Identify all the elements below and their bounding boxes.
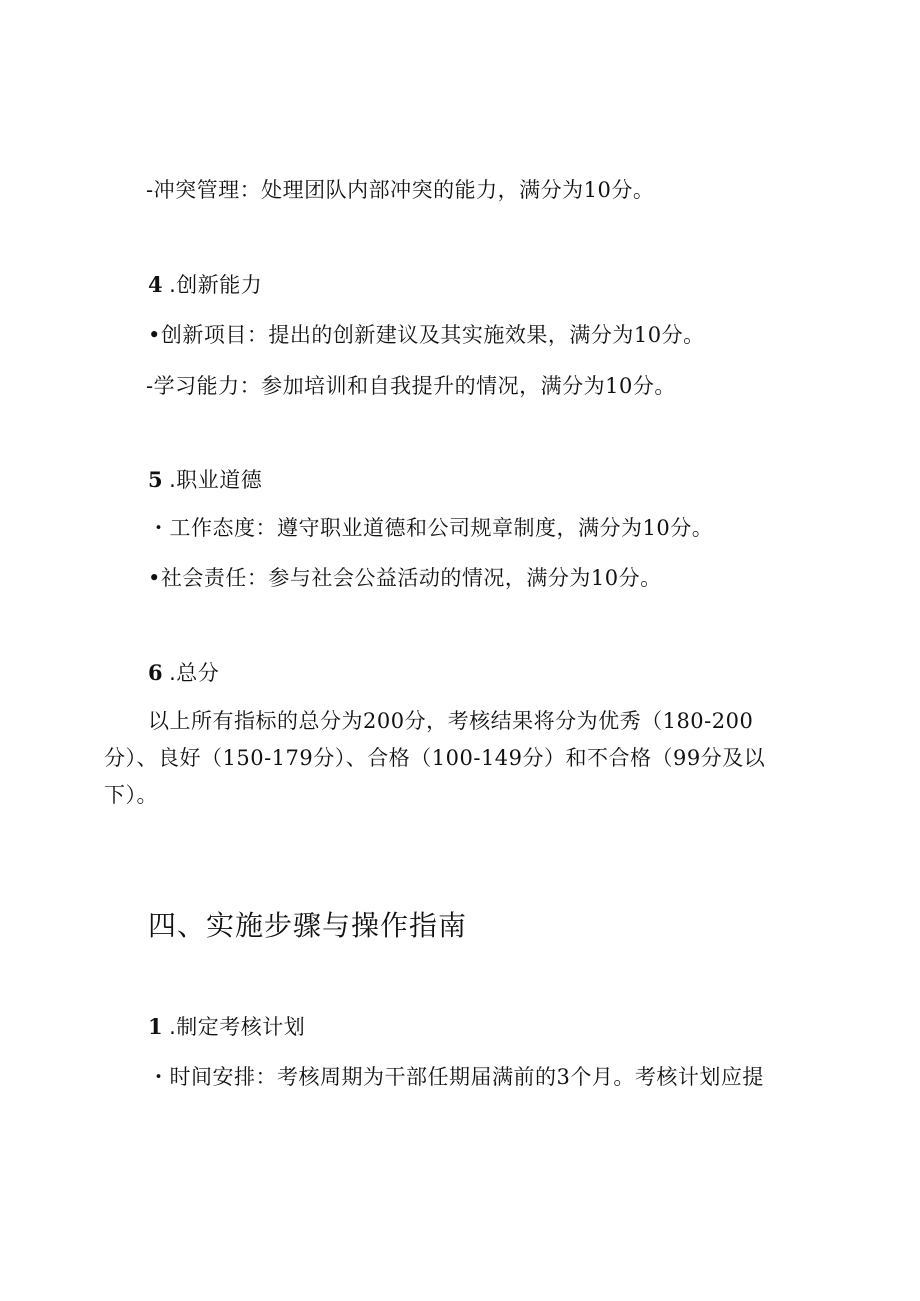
item-conflict-management: -冲突管理：处理团队内部冲突的能力，满分为10分。 (146, 178, 655, 202)
section-number: 6 (148, 660, 164, 685)
section-number: 4 (148, 272, 164, 297)
section-title: .职业道德 (169, 468, 263, 492)
item-work-attitude: ・工作态度：遵守职业道德和公司规章制度，满分为10分。 (148, 516, 714, 540)
section-5-heading (148, 465, 262, 495)
item-learning-ability: -学习能力：参加培训和自我提升的情况，满分为10分。 (146, 374, 676, 398)
section-6-heading (148, 658, 219, 688)
chapter-4-heading: 四、实施步骤与操作指南 (148, 909, 468, 942)
item-time-schedule: ・时间安排：考核周期为干部任期届满前的3个月。考核计划应提 (148, 1065, 764, 1089)
step-title: .制定考核计划 (169, 1015, 306, 1039)
step-number: 1 (148, 1014, 164, 1039)
total-score-paragraph: 以上所有指标的总分为200分，考核结果将分为优秀（180-200分）、良好（150-179分）、合格（100-149分）和不合格（99分及以下）。 (104, 709, 766, 807)
step-1-heading (148, 1012, 305, 1042)
item-social-responsibility: •社会责任：参与社会公益活动的情况，满分为10分。 (148, 566, 662, 590)
section-number: 5 (148, 467, 164, 492)
section-title: .创新能力 (169, 273, 263, 297)
section-title: .总分 (169, 661, 220, 685)
item-innovation-project: •创新项目：提出的创新建议及其实施效果，满分为10分。 (148, 323, 705, 347)
section-4-heading (148, 270, 262, 300)
